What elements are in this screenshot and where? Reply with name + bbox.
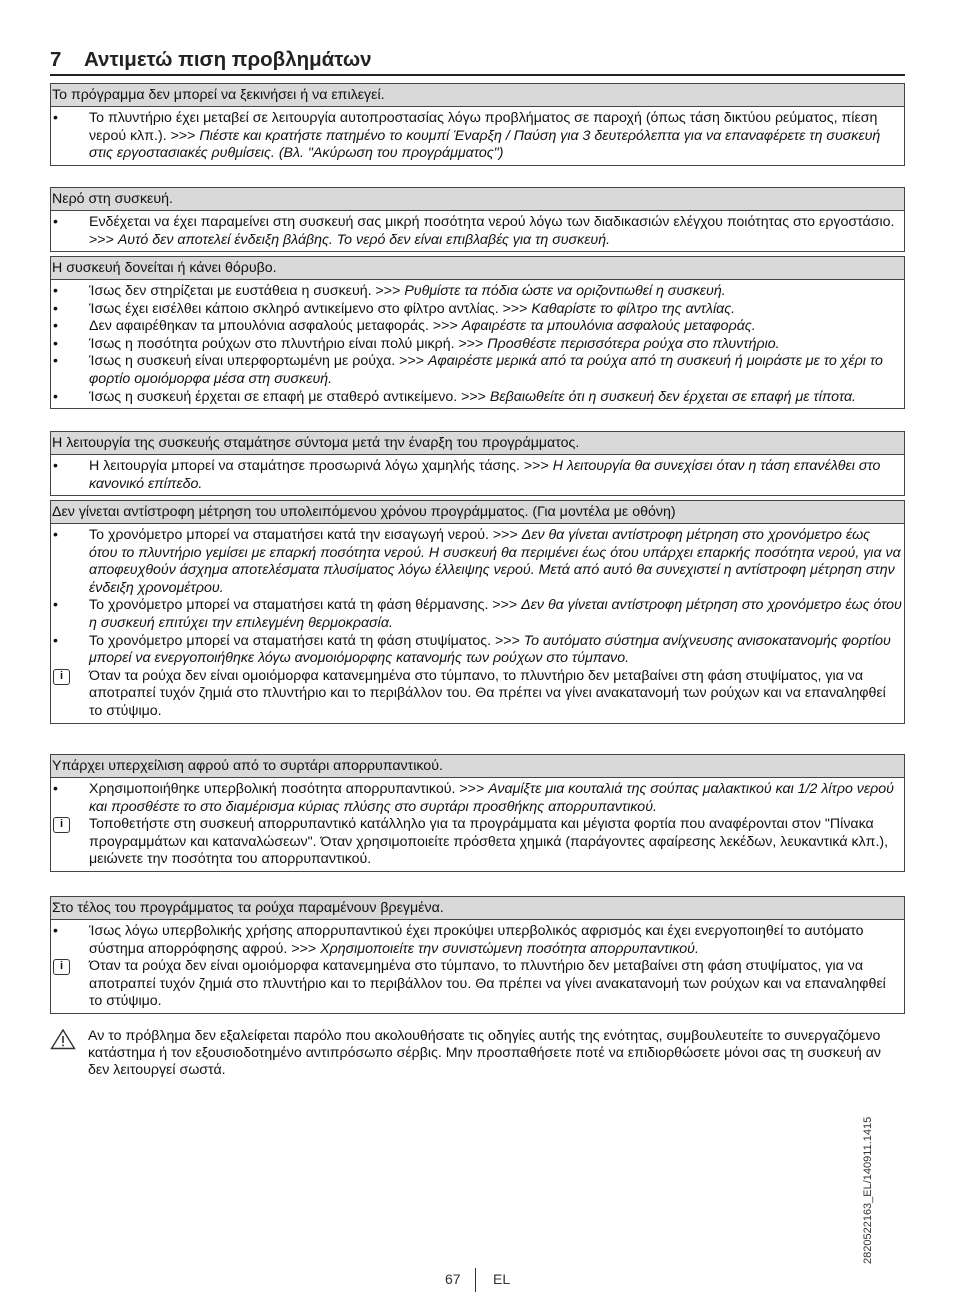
chapter-title: Αντιμετώ πιση προβλημάτων <box>84 48 372 71</box>
item-text: Ίσως η ποσότητα ρούχων στο πλυντήριο είναι πολύ μικρή. >>> <box>89 335 488 352</box>
item-remedy: Ρυθμίστε τα πόδια ώστε να οριζοντιωθεί η συσκευή. <box>404 283 726 299</box>
item-remedy: Αφαιρέστε τα μπουλόνια ασφαλούς μεταφοράς. <box>461 318 756 335</box>
item-text: Το χρονόμετρο μπορεί να σταματήσει κατά τη φάση θέρμανσης. >>> <box>89 597 522 614</box>
bullet-dot: • <box>53 923 58 939</box>
problem-heading: Δεν γίνεται αντίστροφη μέτρηση του υπολειπόμενου χρόνου προγράμματος. (Για μοντέλα με οθόνη) <box>51 500 904 524</box>
item-remedy: Αυτό δεν αποτελεί ένδειξη βλάβης. Το νερό δεν είναι επιβλαβές για τη συσκευή. <box>117 231 611 248</box>
list-item <box>51 336 904 354</box>
bullet-dot: • <box>53 110 58 126</box>
item-text: Όταν τα ρούχα δεν είναι ομοιόμορφα κατανεμημένα στο τύμπανο, το πλυντήριο δεν μεταβαίνει στη φάση στυψίματος, για να αποτραπεί τυχόν ζημιά στο πλυντήριο και το περιβάλλον του. Θα πρέπει να γίνει ανακατανομή των ρούχων και να επαναληφθεί το στύψιμο. <box>89 667 886 719</box>
item-text: Ίσως έχει εισέλθει κάποιο σκληρό αντικείμενο στο φίλτρο αντλίας. >>> <box>89 300 532 317</box>
warning-triangle-icon <box>50 1028 88 1080</box>
item-text: Ίσως λόγω υπερβολικής χρήσης απορρυπαντικού έχει προκύψει υπερβολικός αφρισμός και έχει ενεργοποιηθεί το αυτόματο σύστημα απορρόφησης αφρού. >>> <box>89 923 864 957</box>
list-item <box>51 214 904 249</box>
list-item <box>51 633 904 668</box>
warning-note <box>50 1028 905 1080</box>
item-remedy: Προσθέστε περισσότερα ρούχα στο πλυντήριο. <box>487 335 780 352</box>
warning-text: Αν το πρόβλημα δεν εξαλείφεται παρόλο που ακολουθήσατε τις οδηγίες αυτής της ενότητας, συμβουλευτείτε το συνεργαζόμενο κατάστημα ή τον εξουσιοδοτημένο αντιπρόσωπο σέρβις. Μην προσπαθήσετε ποτέ να επιδιορθώσετε μόνοι σας τη συσκευή αν δεν λειτουργεί σωστά. <box>88 1028 881 1079</box>
problem-heading: Υπάρχει υπερχείλιση αφρού από το συρτάρι απορρυπαντικού. <box>51 754 904 778</box>
problem-heading: Στο τέλος του προγράμματος τα ρούχα παραμένουν βρεγμένα. <box>51 896 904 920</box>
problem-heading: Η συσκευή δονείται ή κάνει θόρυβο. <box>51 256 904 280</box>
item-text: Το πλυντήριο έχει μεταβεί σε λειτουργία αυτοπροστασίας λόγω προβλήματος σε παροχή (όπως τάση δικτύου ρεύματος, πίεση νερού κλπ.). >>> <box>89 110 878 144</box>
bullet-dot: • <box>53 335 58 352</box>
item-text: Ίσως η συσκευή είναι υπερφορτωμένη με ρούχα. >>> <box>89 353 428 370</box>
page-title <box>50 48 905 76</box>
problem-section <box>50 754 905 872</box>
list-item <box>51 353 904 388</box>
problem-section <box>50 256 905 409</box>
item-remedy: Καθαρίστε το φίλτρο της αντλίας. <box>531 300 736 317</box>
item-text: Ίσως η συσκευή έρχεται σε επαφή με σταθερό αντικείμενο. >>> <box>89 388 490 405</box>
item-remedy: Χρησιμοποιείτε την συνιστώμενη ποσότητα απορρυπαντικού. <box>320 940 699 957</box>
item-remedy: Βεβαιωθείτε ότι η συσκευή δεν έρχεται σε επαφή με τίποτα. <box>489 388 856 405</box>
chapter-number: 7 <box>50 48 62 71</box>
item-text: Χρησιμοποιήθηκε υπερβολική ποσότητα απορρυπαντικού. >>> <box>89 781 489 797</box>
item-remedy: Πιέστε και κρατήστε πατημένο το κουμπί Έναρξη / Παύση για 3 δευτερόλεπτα για να επαναφέρετε τη συσκευή στις εργοστασιακές ρυθμίσεις. (Βλ. "Ακύρωση του προγράμματος") <box>89 127 881 162</box>
bullet-dot: • <box>53 300 58 317</box>
info-note <box>51 668 904 721</box>
item-text: Τοποθετήστε στη συσκευή απορρυπαντικό κατάλληλο για τα προγράμματα και μέγιστα φορτία που αναφέρονται στον "Πίνακα προγραμμάτων και καταναλώσεων". Όταν χρησιμοποιείτε πρόσθετα χημικά (παράγοντες αφαίρεσης λεκέδων, λευκαντικά κλπ.), μειώνετε την ποσότητα του απορρυπαντικού. <box>89 816 889 868</box>
item-text: Δεν αφαιρέθηκαν τα μπουλόνια ασφαλούς μεταφοράς. >>> <box>89 318 462 335</box>
info-icon: i <box>53 817 70 833</box>
problem-section <box>50 83 905 166</box>
list-item <box>51 527 904 597</box>
list-item <box>51 597 904 632</box>
bullet-dot: • <box>53 597 58 614</box>
language-code: EL <box>493 1271 511 1287</box>
problem-section <box>50 431 905 496</box>
info-note <box>51 958 904 1011</box>
bullet-dot: • <box>53 388 58 405</box>
problem-heading: Η λειτουργία της συσκευής σταμάτησε σύντομα μετά την έναρξη του προγράμματος. <box>51 431 904 455</box>
item-text: Το χρονόμετρο μπορεί να σταματήσει κατά τη φάση στυψίματος. >>> <box>89 632 524 649</box>
footer-divider <box>475 1268 476 1292</box>
bullet-dot: • <box>53 353 58 370</box>
info-note <box>51 816 904 869</box>
problem-heading: Νερό στη συσκευή. <box>51 187 904 211</box>
bullet-dot: • <box>53 318 58 335</box>
item-text: Η λειτουργία μπορεί να σταμάτησε προσωρινά λόγω χαμηλής τάσης. >>> <box>89 458 553 474</box>
info-icon: i <box>53 669 70 685</box>
item-text: Το χρονόμετρο μπορεί να σταματήσει κατά την εισαγωγή νερού. >>> <box>89 527 522 543</box>
item-remedy: Δεν θα γίνεται αντίστροφη μέτρηση στο χρονόμετρο έως ότου η συσκευή επιτύχει την επιλεγμένη θερμοκρασία. <box>89 597 902 631</box>
list-item <box>51 110 904 163</box>
list-item <box>51 389 904 407</box>
item-text: Ίσως δεν στηρίζεται με ευστάθεια η συσκευή. >>> <box>89 283 405 299</box>
list-item <box>51 458 904 493</box>
list-item <box>51 318 904 336</box>
bullet-dot: • <box>53 283 58 299</box>
bullet-dot: • <box>53 214 58 230</box>
item-remedy: Το αυτόματο σύστημα ανίχνευσης ανισοκατανομής φορτίου μπορεί να ενεργοποιήθηκε λόγω ανομοιόμορφης κατανομής των ρούχων στο τύμπανο. <box>89 632 891 667</box>
item-remedy: Αναμίξτε μια κουταλιά της σούπας μαλακτικού και 1/2 λίτρο νερού και προσθέστε το στο διαμέρισμα κύριας πλύσης στο συρτάρι προσθήκης απορρυπαντικού. <box>89 781 894 815</box>
list-item <box>51 781 904 816</box>
bullet-dot: • <box>53 527 58 543</box>
problem-section <box>50 500 905 724</box>
item-text: Ενδέχεται να έχει παραμείνει στη συσκευή σας μικρή ποσότητα νερού λόγω των διαδικασιών ελέγχου ποιότητας στο εργοστάσιο. >>> <box>89 214 895 248</box>
list-item <box>51 301 904 319</box>
bullet-dot: • <box>53 458 58 474</box>
document-code: 2820522163_EL/140911.1415 <box>862 1116 874 1264</box>
page-number: 67 <box>445 1271 461 1287</box>
item-remedy: Δεν θα γίνεται αντίστροφη μέτρηση στο χρονόμετρο έως ότου το πλυντήριο γεμίσει με επαρκή ποσότητα νερού. Η συσκευή θα περιμένει έως ότου υπάρχει επαρκής ποσότητα νερού, για να αποφευχθούν άσχημα αποτελέσματα πλυσίματος λόγω έλλειψης νερού. Μετά από αυτό θα συνεχιστεί η αντίστροφη μέτρηση στην ένδειξη χρονομέτρου. <box>89 527 901 596</box>
info-icon: i <box>53 959 70 975</box>
problem-section <box>50 187 905 252</box>
item-text: Όταν τα ρούχα δεν είναι ομοιόμορφα κατανεμημένα στο τύμπανο, το πλυντήριο δεν μεταβαίνει στη φάση στυψίματος, για να αποτραπεί τυχόν ζημιά στο πλυντήριο και το περιβάλλον του. Θα πρέπει να γίνει ανακατανομή των ρούχων και να επαναληφθεί το στύψιμο. <box>89 958 886 1010</box>
bullet-dot: • <box>53 632 58 649</box>
problem-heading: Το πρόγραμμα δεν μπορεί να ξεκινήσει ή να επιλεγεί. <box>51 83 904 107</box>
list-item <box>51 923 904 958</box>
item-remedy: Η λειτουργία θα συνεχίσει όταν η τάση επανέλθει στο κανονικό επίπεδο. <box>89 458 881 492</box>
bullet-dot: • <box>53 781 58 797</box>
problem-section <box>50 896 905 1014</box>
list-item <box>51 283 904 301</box>
item-remedy: Αφαιρέστε μερικά από τα ρούχα από τη συσκευή ή μοιράστε με το χέρι το φορτίο ομοιόμορφα μέσα στη συσκευή. <box>89 353 883 387</box>
